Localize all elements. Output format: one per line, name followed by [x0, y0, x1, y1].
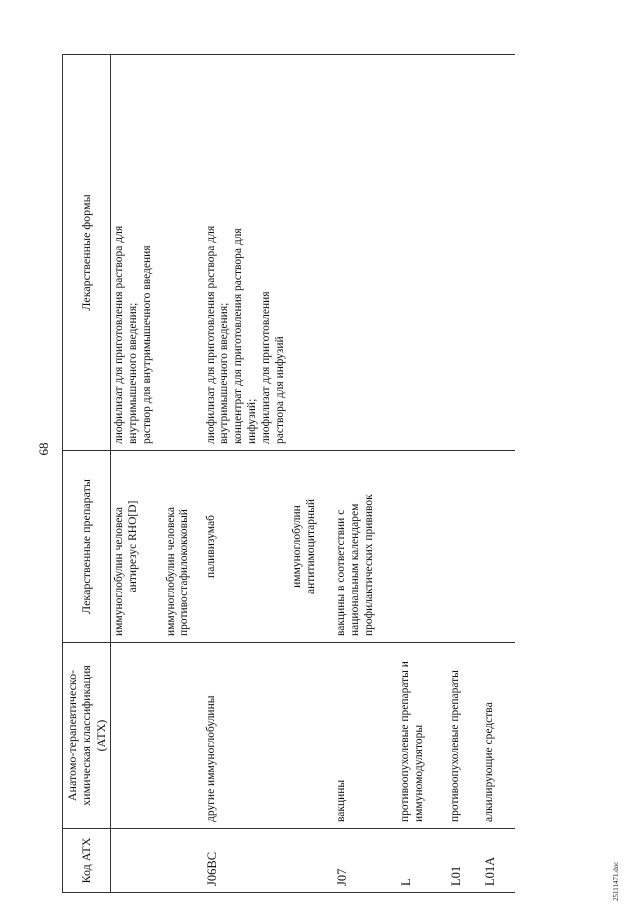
table-row [397, 55, 447, 893]
drug-forms [289, 55, 333, 451]
atc-classification [289, 643, 333, 829]
drug-name [447, 451, 481, 643]
drug-name [481, 451, 515, 643]
atc-classification: противоопухолевые препараты [447, 643, 481, 829]
drug-table [62, 54, 515, 893]
drug-forms [447, 55, 481, 451]
atc-classification: другие иммуноглобулины [203, 643, 290, 829]
drug-forms [397, 55, 447, 451]
table-row [289, 55, 333, 893]
drug-forms: лиофилизат для приготовления раствора для внутримышечного введения; концентрат для приготовления раствора для инфузий; лиофилизат для приготовления раствора для инфузий [203, 55, 290, 451]
header-code: Код АТХ [63, 829, 111, 893]
table-row [333, 55, 397, 893]
header-drugs: Лекарственные препараты [63, 451, 111, 643]
drug-forms: лиофилизат для приготовления раствора для внутримышечного введения; раствор для внутримышечного введения [111, 55, 163, 451]
atc-code: J06BC [203, 829, 290, 893]
header-forms: Лекарственные формы [63, 55, 111, 451]
drug-name: вакцины в соответствии с национальным календарем профилактических прививок [333, 451, 397, 643]
file-name-note: 25111471.doc [612, 861, 620, 901]
drug-name: иммуноглобулин антитимоцитарный [289, 451, 333, 643]
atc-code: L01 [447, 829, 481, 893]
drug-name: иммуноглобулин человека антирезус RHO[D] [111, 451, 163, 643]
atc-code [163, 829, 203, 893]
atc-code: L [397, 829, 447, 893]
drug-name: иммуноглобулин человека противостафилококковый [163, 451, 203, 643]
drug-name [397, 451, 447, 643]
atc-classification: противоопухолевые препараты и иммуномодуляторы [397, 643, 447, 829]
drug-forms [163, 55, 203, 451]
table-row [447, 55, 481, 893]
table-row [203, 55, 290, 893]
drug-forms [481, 55, 515, 451]
drug-forms [333, 55, 397, 451]
atc-code: L01A [481, 829, 515, 893]
header-classification: Анатомо-терапевтическо-химическая классификация (АТХ) [63, 643, 111, 829]
table-row [481, 55, 515, 893]
table-row [111, 55, 163, 893]
atc-code: J07 [333, 829, 397, 893]
atc-classification: вакцины [333, 643, 397, 829]
atc-classification [111, 643, 163, 829]
table-row [163, 55, 203, 893]
table-header-row [63, 55, 111, 893]
drug-name: паливизумаб [203, 451, 290, 643]
atc-code [289, 829, 333, 893]
page-number: 68 [36, 442, 51, 456]
atc-code [111, 829, 163, 893]
atc-classification [163, 643, 203, 829]
atc-classification: алкилирующие средства [481, 643, 515, 829]
